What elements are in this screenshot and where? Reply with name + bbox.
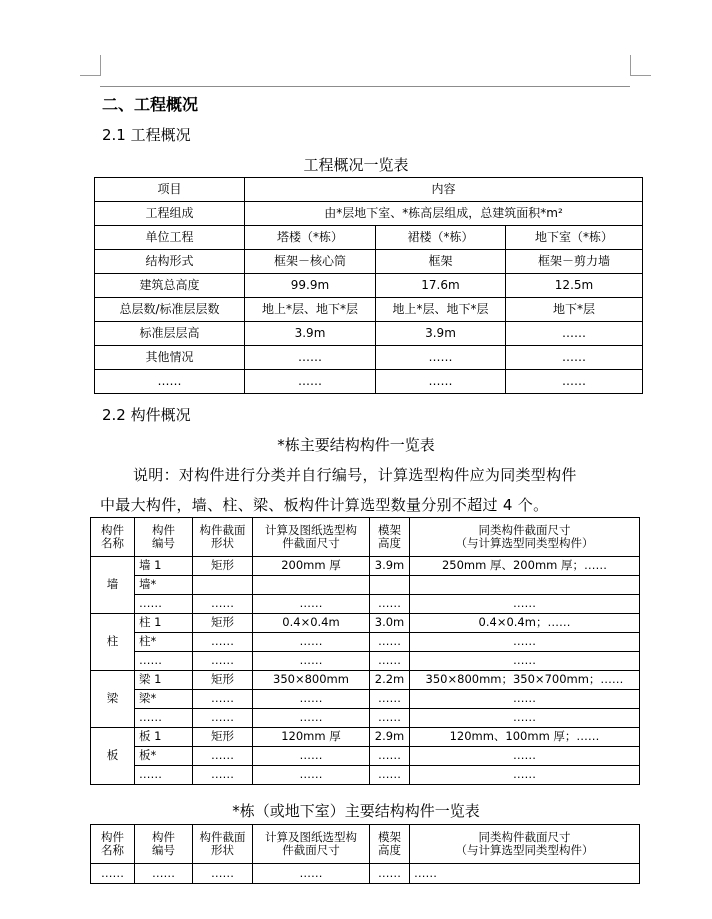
header-line: 编号 (152, 843, 175, 857)
table-cell: 地下*层 (506, 298, 643, 322)
table-row (91, 864, 640, 884)
project-overview-table (94, 177, 643, 394)
table-cell: 地上*层、地下*层 (376, 298, 506, 322)
table-cell: …… (253, 690, 370, 709)
table-cell: …… (376, 370, 506, 394)
table-cell: …… (135, 652, 193, 671)
table-cell: …… (370, 864, 410, 884)
table-cell: …… (193, 747, 253, 766)
table-cell: …… (370, 690, 410, 709)
table-cell: …… (253, 652, 370, 671)
table-cell: …… (410, 747, 640, 766)
header-line: 名称 (101, 843, 124, 857)
table-cell: …… (135, 864, 193, 884)
table-cell: 板* (135, 747, 193, 766)
table-cell: 梁* (135, 690, 193, 709)
table-cell: …… (253, 633, 370, 652)
header-line: 件截面尺寸 (282, 843, 340, 857)
header-line: 构件截面 (199, 522, 246, 537)
table-cell: 柱* (135, 633, 193, 652)
table-row (95, 346, 643, 370)
table2-caption: *栋主要结构构件一览表 (277, 436, 435, 454)
table-row (95, 322, 643, 346)
table-row (91, 576, 640, 595)
structural-components-table (90, 517, 640, 785)
table-cell: …… (410, 709, 640, 728)
subsection-heading-components: 2.2 构件概况 (102, 406, 191, 424)
table-cell: 墙 1 (135, 557, 193, 576)
table-cell: …… (410, 652, 640, 671)
table-header-cell (370, 825, 410, 864)
table-cell: …… (370, 633, 410, 652)
table-cell: 矩形 (193, 614, 253, 633)
table-cell: …… (410, 690, 640, 709)
table-header-cell (410, 825, 640, 864)
table-cell: 2.9m (370, 728, 410, 747)
table-cell: 墙 (91, 557, 135, 614)
header-line: 形状 (211, 536, 234, 550)
table-row (91, 652, 640, 671)
table-cell: …… (376, 346, 506, 370)
header-line: 计算及图纸选型构 (265, 829, 357, 844)
table-cell: 总层数/标准层层数 (95, 298, 245, 322)
table-cell: 板 (91, 728, 135, 785)
table-cell: 单位工程 (95, 226, 245, 250)
table-header-cell (91, 518, 135, 557)
table1-caption: 工程概况一览表 (303, 156, 409, 174)
header-line: （与计算选型同类型构件） (455, 843, 594, 857)
table-cell: 0.4×0.4m；…… (410, 614, 640, 633)
table-header-row (91, 518, 640, 557)
table-cell: 矩形 (193, 728, 253, 747)
table3-caption: *栋（或地下室）主要结构构件一览表 (232, 802, 480, 820)
table-cell: 250mm 厚、200mm 厚；…… (410, 557, 640, 576)
table-cell: …… (91, 864, 135, 884)
table-cell: 由*层地下室、*栋高层组成，总建筑面积*m² (245, 202, 643, 226)
table-cell: …… (193, 633, 253, 652)
header-line: 构件 (152, 829, 175, 844)
table2-body (91, 518, 640, 785)
table-header-cell: 项目 (95, 178, 245, 202)
table-row (91, 690, 640, 709)
table-row (91, 671, 640, 690)
table-cell: 建筑总高度 (95, 274, 245, 298)
table-row (95, 250, 643, 274)
table-cell: …… (410, 595, 640, 614)
table-cell: 3.9m (376, 322, 506, 346)
table-cell: 矩形 (193, 671, 253, 690)
table-cell: …… (193, 690, 253, 709)
table-cell: 17.6m (376, 274, 506, 298)
table-cell: 350×800mm；350×700mm；…… (410, 671, 640, 690)
table-cell: 框架 (376, 250, 506, 274)
table-cell: 120mm 厚 (253, 728, 370, 747)
table-cell: 墙* (135, 576, 193, 595)
table-cell: 梁 1 (135, 671, 193, 690)
section-heading: 二、工程概况 (102, 95, 199, 114)
table-row (91, 614, 640, 633)
table-cell: 结构形式 (95, 250, 245, 274)
table-cell: …… (410, 864, 640, 884)
table-row (95, 298, 643, 322)
structural-components-table-2 (90, 824, 640, 884)
table-header-cell (410, 518, 640, 557)
table-row (91, 747, 640, 766)
table-cell: 120mm、100mm 厚；…… (410, 728, 640, 747)
subsection-heading-overview: 2.1 工程概况 (102, 126, 191, 144)
header-line: 构件 (152, 522, 175, 537)
table-header-cell (193, 825, 253, 864)
table-cell: …… (410, 766, 640, 785)
header-line: 模架 (378, 522, 401, 537)
table-row (95, 370, 643, 394)
table-cell: …… (135, 766, 193, 785)
header-line: 构件 (101, 522, 124, 537)
table-cell: …… (410, 633, 640, 652)
table-cell: 3.0m (370, 614, 410, 633)
table-cell: …… (193, 864, 253, 884)
note-line-1: 说明：对构件进行分类并自行编号，计算选型构件应为同类型构件 (133, 466, 577, 484)
table-cell: …… (193, 595, 253, 614)
table-cell: 框架－核心筒 (245, 250, 376, 274)
table-header-cell (253, 825, 370, 864)
table-cell: 3.9m (245, 322, 376, 346)
table-row (95, 178, 643, 202)
table-row (91, 633, 640, 652)
table-header-cell (193, 518, 253, 557)
table-cell: …… (253, 709, 370, 728)
table-cell: 12.5m (506, 274, 643, 298)
table-cell: …… (370, 766, 410, 785)
table-cell: …… (506, 346, 643, 370)
header-line: 名称 (101, 536, 124, 550)
header-line: 模架 (378, 829, 401, 844)
header-line: 计算及图纸选型构 (265, 522, 357, 537)
table-cell: 地下室（*栋） (506, 226, 643, 250)
header-line: 同类构件截面尺寸 (478, 522, 571, 537)
header-line: 构件截面 (199, 829, 246, 844)
table-header-cell (135, 825, 193, 864)
table-cell: …… (245, 346, 376, 370)
table-row (95, 226, 643, 250)
table-cell: 3.9m (370, 557, 410, 576)
table-cell: …… (370, 747, 410, 766)
header-line: 高度 (378, 843, 401, 857)
header-line: （与计算选型同类型构件） (455, 536, 594, 550)
table-header-cell (135, 518, 193, 557)
table-cell: …… (506, 370, 643, 394)
table-cell: 柱 1 (135, 614, 193, 633)
table-cell: …… (193, 766, 253, 785)
header-line: 编号 (152, 536, 175, 550)
table-cell: 350×800mm (253, 671, 370, 690)
table-cell: …… (193, 709, 253, 728)
table-cell (193, 576, 253, 595)
header-rule (100, 86, 630, 87)
table-cell (370, 576, 410, 595)
table3-body (91, 825, 640, 884)
table-cell: 板 1 (135, 728, 193, 747)
note-line-2: 中最大构件，墙、柱、梁、板构件计算选型数量分别不超过 4 个。 (100, 496, 549, 514)
table-cell: …… (253, 595, 370, 614)
table-cell: …… (253, 766, 370, 785)
table-cell: …… (253, 747, 370, 766)
table-cell: 200mm 厚 (253, 557, 370, 576)
table-row (91, 766, 640, 785)
table-cell: …… (506, 322, 643, 346)
table-row (95, 202, 643, 226)
table-cell: 柱 (91, 614, 135, 671)
table-header-cell (370, 518, 410, 557)
table-cell: …… (370, 709, 410, 728)
table-header-row (91, 825, 640, 864)
table-cell: …… (135, 709, 193, 728)
table-cell: …… (370, 595, 410, 614)
table-cell: …… (135, 595, 193, 614)
table-cell (410, 576, 640, 595)
table-row (91, 709, 640, 728)
table-cell: 矩形 (193, 557, 253, 576)
table-cell: 其他情况 (95, 346, 245, 370)
table-cell: 2.2m (370, 671, 410, 690)
table-cell (253, 576, 370, 595)
page-corner-mark-top-right (630, 55, 651, 76)
header-line: 高度 (378, 536, 401, 550)
table-cell: 工程组成 (95, 202, 245, 226)
table-cell: 标准层层高 (95, 322, 245, 346)
page-corner-mark-top-left (80, 55, 101, 76)
header-line: 形状 (211, 843, 234, 857)
table-cell: 塔楼（*栋） (245, 226, 376, 250)
table-header-cell: 内容 (245, 178, 643, 202)
table-row (91, 557, 640, 576)
table-cell: 裙楼（*栋） (376, 226, 506, 250)
table-header-cell (91, 825, 135, 864)
table-cell: 框架－剪力墙 (506, 250, 643, 274)
table-cell: 梁 (91, 671, 135, 728)
table-cell: …… (95, 370, 245, 394)
header-line: 构件 (101, 829, 124, 844)
table-cell: …… (245, 370, 376, 394)
table-cell: 99.9m (245, 274, 376, 298)
table-cell: …… (253, 864, 370, 884)
table-cell: 地上*层、地下*层 (245, 298, 376, 322)
table-row (91, 595, 640, 614)
table-row (91, 728, 640, 747)
table-cell: …… (193, 652, 253, 671)
table-cell: 0.4×0.4m (253, 614, 370, 633)
table-row (95, 274, 643, 298)
table-header-cell (253, 518, 370, 557)
header-line: 件截面尺寸 (282, 536, 340, 550)
table-cell: …… (370, 652, 410, 671)
header-line: 同类构件截面尺寸 (478, 829, 571, 844)
